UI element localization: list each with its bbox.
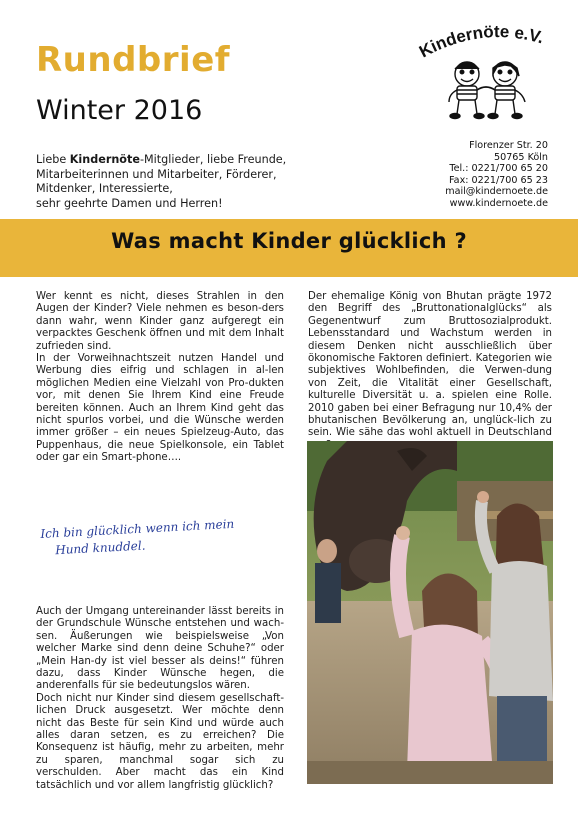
contact-address <box>445 140 548 210</box>
greeting-pre: Liebe <box>36 153 70 166</box>
newsletter-subtitle: Winter 2016 <box>36 95 203 126</box>
article-column-left-bottom <box>36 606 284 792</box>
handwritten-line: Ich bin glücklich wenn ich mein <box>40 516 235 541</box>
address-fax: Fax: 0221/700 65 23 <box>449 174 548 186</box>
greeting-text <box>36 153 326 211</box>
greeting-post: -Mitglieder, liebe Freunde, <box>139 153 287 166</box>
address-phone: Tel.: 0221/700 65 20 <box>449 163 548 175</box>
paragraph: Der ehemalige König von Bhutan prägte 1972 den Begriff des „Bruttonationalglücks“ als Gegenentwurf zum Bruttosozialprodukt. Lebensstandard und Wachstum werden in diesem Denken nicht ausschließlich über ökonomische Faktoren definiert. Kategorien wie subjektives Wohlbefinden, die Verwen-dung von Zeit, die Vitalität einer Gesellschaft, kulturelle Diversität u. a. spielen eine Rolle. 2010 gaben bei einer Befragung nur 10,4% der bhutanischen Bevölkerung an, unglück-lich zu sein. Wie sähe das wohl aktuell in Deutschland <box>308 291 552 439</box>
newsletter-title: Rundbrief <box>36 40 231 80</box>
paragraph: In der Vorweihnachtszeit nutzen Handel und Werbung dies eifrig und schlagen in al-len möglichen Medien eine Vielzahl von Pro-dukten vor, mit denen Sie Ihrem Kind eine Freude bereiten können. Auch an Ihrem Kind geht das nicht spurlos vorbei, und die Wünsche werden immer größer – ein neues Spielzeug-Auto, das Puppenhaus, die neue Spielkonsole, ein Tablet oder gar ein Smart-phone…. <box>36 353 284 464</box>
article-headline: Was macht Kinder glücklich ? <box>111 229 467 253</box>
greeting-line: sehr geehrte Damen und Herren! <box>36 196 223 210</box>
address-website[interactable]: www.kindernoete.de <box>449 197 548 209</box>
greeting-line: Mitarbeiterinnen und Mitarbeiter, Förderer, <box>36 167 277 181</box>
logo-text: Kindernöte e.V. <box>416 22 547 62</box>
handwritten-line: Hund knuddel. <box>54 538 146 558</box>
address-street: Florenzer Str. 20 <box>469 140 548 151</box>
address-city: 50765 Köln <box>494 151 548 163</box>
kindernoete-logo <box>405 14 570 134</box>
address-email[interactable]: mail@kindernoete.de <box>445 186 548 198</box>
paragraph: Auch der Umgang untereinander lässt bereits in der Grundschule Wünsche entstehen und wach-sen. Äußerungen wie beispielsweise „Von welcher Marke sind denn deine Schuhe?“ oder „Mein Han-dy ist viel besser als deins!“ führen dazu, dass Kinder Wünsche hegen, die anderenfalls für sie bedeutungslos wären. <box>36 606 284 692</box>
paragraph: Doch nicht nur Kinder sind diesem gesellschaft-lichen Druck ausgesetzt. Wer möchte denn nicht das Beste für sein Kind und würde auch alles daran setzen, es zu erreichen? Die Konsequenz ist häufig, mehr zu arbeiten, mehr zu sparen, manchmal sogar sich zu verschulden. Aber macht das ein Kind tatsächlich und vor allem langfristig glücklich? <box>36 692 284 791</box>
handwritten-quote <box>40 513 291 560</box>
article-column-left-top <box>36 291 284 465</box>
article-column-right <box>308 291 552 452</box>
greeting-line: Mitdenker, Interessierte, <box>36 182 173 195</box>
child-left-icon <box>450 62 484 119</box>
greeting-brand: Kindernöte <box>69 153 140 166</box>
paragraph: Wer kennt es nicht, dieses Strahlen in den Augen der Kinder? Viele nehmen es beson-ders dann wahr, wenn Kinder ganz aufgeregt ein verpacktes Geschenk öffnen und mit dem Inhalt zufrieden sind. <box>36 291 284 352</box>
photo-girls-with-horse <box>307 441 553 784</box>
holding-hands-icon <box>477 87 495 90</box>
headline-banner <box>0 219 578 277</box>
